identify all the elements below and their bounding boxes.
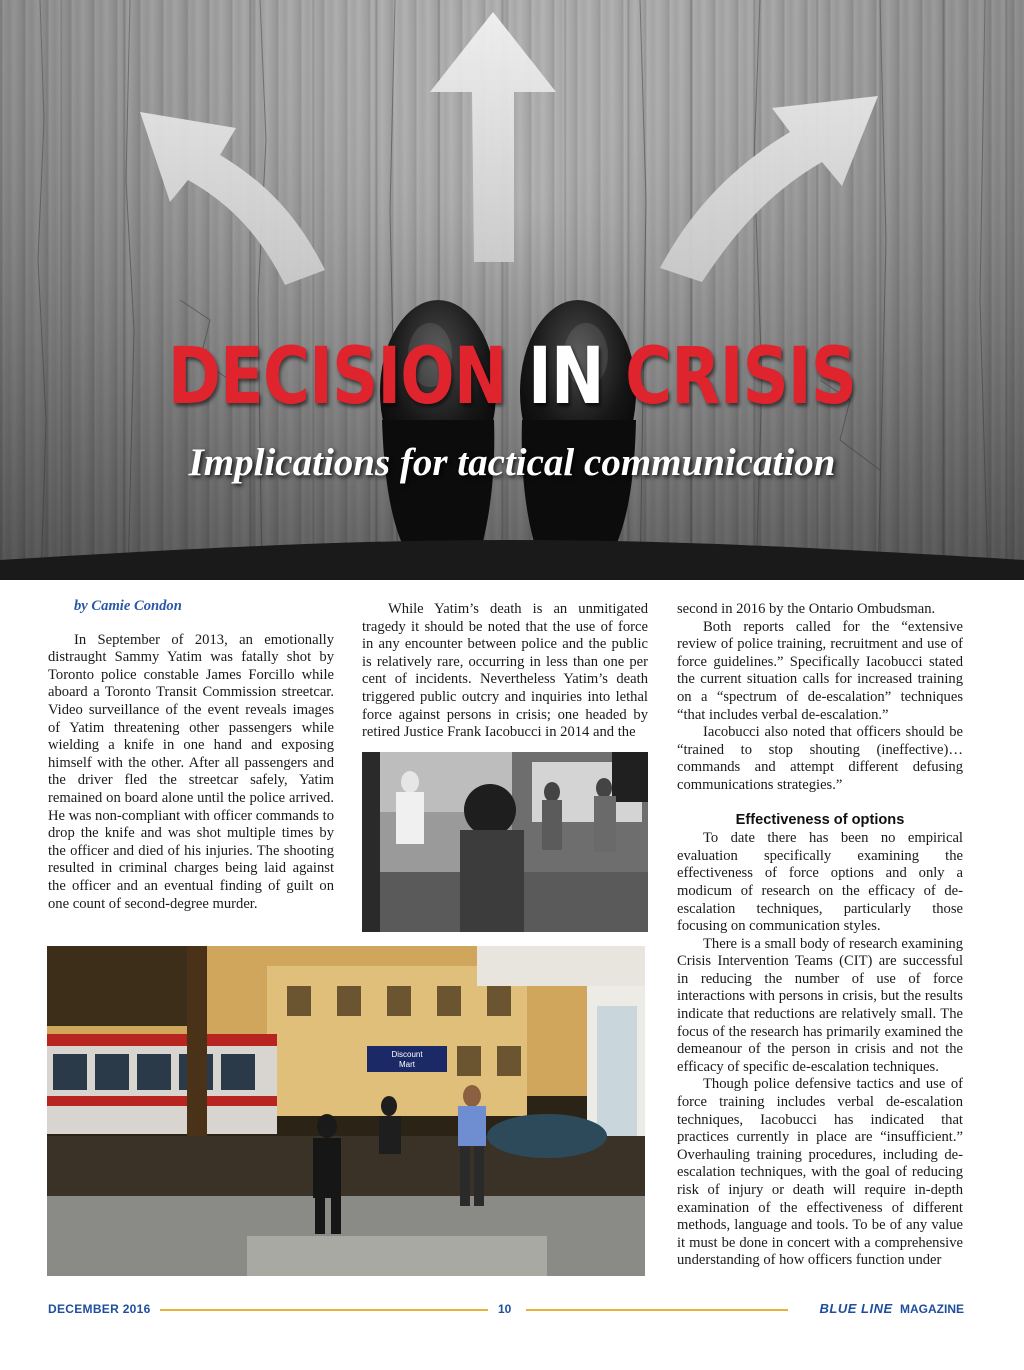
magazine-brand [820, 1301, 964, 1316]
section-heading: Effectiveness of options [735, 811, 905, 828]
brand-logo-text: BLUE LINE [819, 1301, 893, 1316]
headline-word-decision: DECISION [167, 332, 507, 422]
article-column-1 [48, 598, 334, 913]
paragraph: second in 2016 by the Ontario Ombudsman. [677, 601, 936, 617]
byline: by Camie Condon [74, 598, 182, 614]
paragraph: Both reports called for the “extensive review of police training, recruitment and use of force guidelines.” Specifically Iacobucci stated the current situation calls for increased training on a “spectrum of de-escalation” techniques “that includes verbal de-escalation.” [677, 618, 963, 723]
paragraph: Though police defensive tactics and use of force training includes verbal de-escalation techniques, Iacobucci has indicated that practices currently in place are “insufficient.” Overhauling training procedures, including de-escalation techniques, with the goal of reducing risk of injury or death will require in-depth examination of the effectiveness of different methods, language and tools. To be of any value it must be done in concert with a comprehensive understanding of how officers function under [677, 1076, 963, 1269]
footer-rule-left [160, 1309, 488, 1311]
page-number: 10 [498, 1302, 512, 1316]
paragraph: Iacobucci also noted that officers should be “trained to stop shouting (ineffective)… commands and attempt different defusing communications strategies.” [677, 724, 963, 793]
headline-word-in: IN [528, 332, 604, 422]
brand-suffix: MAGAZINE [900, 1302, 964, 1316]
article-column-3 [677, 601, 963, 1270]
article-column-2 [362, 601, 648, 742]
store-sign-line-2: Mart [399, 1060, 415, 1069]
subheadline: Implications for tactical communication [188, 441, 836, 484]
hero-image [0, 0, 1024, 580]
footer-rule-right [526, 1309, 788, 1311]
page-footer [48, 1300, 964, 1320]
paragraph: There is a small body of research examining Crisis Intervention Teams (CIT) are successful in reducing the number of use of force interactions with persons in crisis, but the results indicate that reductions are relatively small. The focus of the research has primarily examined the demeanour of the person in crisis and not the efficacy of specific de-escalation techniques. [677, 935, 963, 1075]
paragraph: While Yatim’s death is an unmitigated tragedy it should be noted that the use of force in any encounter between police and the public is relatively rare, occurring in less than one per cent of incidents. Nevertheless Yatim’s death triggered public outcry and inquiries into lethal force against persons in crisis; one headed by retired Justice Frank Iacobucci in 2014 and the [362, 601, 648, 741]
issue-date: DECEMBER 2016 [48, 1302, 151, 1316]
surveillance-video-still [362, 752, 648, 932]
paragraph: In September of 2013, an emotionally distraught Sammy Yatim was fatally shot by Toronto police constable James Forcillo while aboard a Toronto Transit Commission streetcar. Video surveillance of the event reveals images of Yatim threatening other passengers while wielding a knife in one hand and exposing himself with the other. After all passengers and the driver fled the streetcar safely, Yatim remained on board alone until the police arrived. He was non-compliant with officer commands to drop the knife and was shot multiple times by the officer and died of his injuries. The shooting resulted in criminal charges being laid against the officer and an eventual finding of guilt on one count of second-degree murder. [48, 631, 334, 912]
paragraph: To date there has been no empirical evaluation specifically examining the effectiveness of force options and only a modicum of research on the efficacy of de-escalation techniques, particularly those focusing on communication styles. [677, 830, 963, 935]
hero-illustration [0, 0, 1024, 580]
headline-word-crisis: CRISIS [625, 332, 857, 422]
store-sign-line-1: Discount [391, 1050, 423, 1059]
headline [92, 332, 932, 422]
street-scene-photo [47, 946, 645, 1276]
